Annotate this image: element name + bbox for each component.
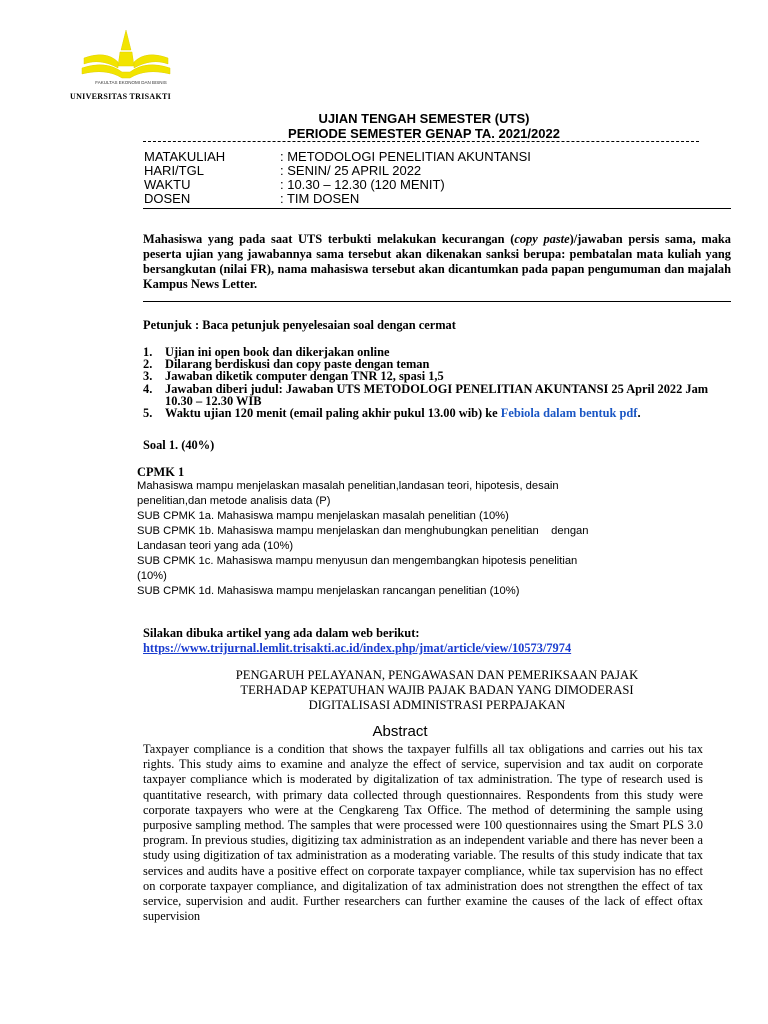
info-value: : METODOLOGI PENELITIAN AKUNTANSI [280,149,531,164]
divider [143,301,731,302]
exam-title [144,111,704,141]
article-link[interactable]: https://www.trijurnal.lemlit.trisakti.ac.id/index.php/jmat/article/view/10573/7974 [143,641,572,655]
item-text: Jawaban diberi judul: Jawaban UTS METODOLOGI PENELITIAN AKUNTANSI 25 April 2022 Jam 10.30 – 12.30 WIB [165,381,709,408]
article-title [143,668,731,713]
cheating-warning [143,232,731,292]
article-title-line: TERHADAP KEPATUHAN WAJIB PAJAK BADAN YANG DIMODERASI [240,683,634,697]
item-number: 3. [143,369,153,384]
cpmk-line: SUB CPMK 1a. Mahasiswa mampu menjelaskan masalah penelitian (10%) [137,510,509,522]
info-value: : SENIN/ 25 APRIL 2022 [280,163,422,178]
cpmk-line: SUB CPMK 1c. Mahasiswa mampu menyusun dan mengembangkan hipotesis penelitian [137,555,578,567]
item-text-start: Waktu ujian 120 menit (email paling akhir pukul 13.00 wib) ke [165,406,501,421]
instructions-heading: Petunjuk : Baca petunjuk penyelesaian soal dengan cermat [143,318,456,332]
info-row [144,150,531,164]
item-text: Ujian ini open book dan dikerjakan online [165,345,390,359]
cpmk-line: SUB CPMK 1b. Mahasiswa mampu menjelaskan dan menghubungkan penelitian dengan [137,525,589,537]
item-number: 4. [143,381,153,396]
cpmk-line: Mahasiswa mampu menjelaskan masalah penelitian,landasan teori, hipotesis, desain [137,480,559,492]
cpmk-line: SUB CPMK 1d. Mahasiswa mampu menjelaskan rancangan penelitian (10%) [137,585,520,597]
info-row [144,178,531,192]
item-text: Jawaban diketik computer dengan TNR 12, spasi 1,5 [165,369,444,384]
article-intro: Silakan dibuka artikel yang ada dalam web berikut: [143,626,420,640]
article-title-line: PENGARUH PELAYANAN, PENGAWASAN DAN PEMERIKSAAN PAJAK [235,668,639,682]
abstract-text: Taxpayer compliance is a condition that shows the taxpayer fulfills all tax obligations and carries out his tax rights. This study aims to examine and analyze the effect of service, supervision and tax audit on corporate taxpayer compliance which is moderated by digitalization of tax administration. The type of research used is quantitative research, with primary data collected through questionnaires. Respondents from this study were corporate taxpayers who were at the Cengkareng Tax Office. The method of determining the sample using purposive sampling method. The samples that were processed were 100 questionnaires using the Smart PLS 3.0 program. In previous studies, digitizing tax administration as an independent variable and there has never been a study using digitization of tax administration as a moderating variable. The results of this study indicate that tax services and audits have a positive effect on corporate taxpayer compliance, while tax supervision has no effect on corporate taxpayer compliance, and digitalization of tax administration does not strengthen the effect of tax service, supervision and audit. Further researchers can further examine the causes of the lack of effect oftax supervision [143,742,703,924]
highlight-text: Febiola dalam bentuk pdf [500,406,638,421]
exam-title-line-2: PERIODE SEMESTER GENAP TA. 2021/2022 [288,126,560,141]
info-key: HARI/TGL [144,163,204,178]
info-key: DOSEN [144,191,191,206]
item-number: 5. [143,406,153,421]
instructions-list [143,346,733,419]
article-title-line: DIGITALISASI ADMINISTRASI PERPAJAKAN [308,698,566,712]
info-key: WAKTU [144,177,191,192]
warning-italic: copy paste [514,232,570,246]
item-text: Dilarang berdiskusi dan copy paste dengan teman [165,357,430,372]
cpmk-line: (10%) [137,570,167,582]
info-row [144,164,531,178]
info-value: : TIM DOSEN [280,191,360,206]
exam-title-line-1: UJIAN TENGAH SEMESTER (UTS) [318,111,530,126]
cpmk-description [137,479,697,599]
item-number: 1. [143,345,153,359]
info-row [144,192,531,206]
warning-text-end: )/jawaban persis sama, maka peserta ujian yang jawabannya sama tersebut akan dikenakan sanksi berupa: pembatalan mata kuliah yang bersangkutan (nilai FR), nama mahasiswa tersebut akan dicantumkan pada papan pengumuman dan majalah Kampus News Letter. [143,232,731,291]
cpmk-title: CPMK 1 [137,465,185,479]
list-item [143,407,733,419]
question-heading: Soal 1. (40%) [143,438,215,452]
abstract-heading: Abstract [372,723,428,740]
item-text [165,407,641,419]
info-value: : 10.30 – 12.30 (120 MENIT) [280,177,445,192]
faculty-caption: FAKULTAS EKONOMI DAN BISNIS [95,80,167,85]
list-item [143,383,733,407]
cpmk-line: Landasan teori yang ada (10%) [137,540,294,552]
warning-text-start: Mahasiswa yang pada saat UTS terbukti melakukan kecurangan ( [143,232,515,246]
info-key: MATAKULIAH [144,149,226,164]
course-info [144,150,531,206]
item-text-end: . [637,406,641,421]
list-item [143,370,733,382]
cpmk-line: penelitian,dan metode analisis data (P) [137,495,331,507]
university-name: UNIVERSITAS TRISAKTI [70,92,172,101]
item-number: 2. [143,357,153,372]
dashed-divider [143,141,699,143]
divider [143,208,731,209]
